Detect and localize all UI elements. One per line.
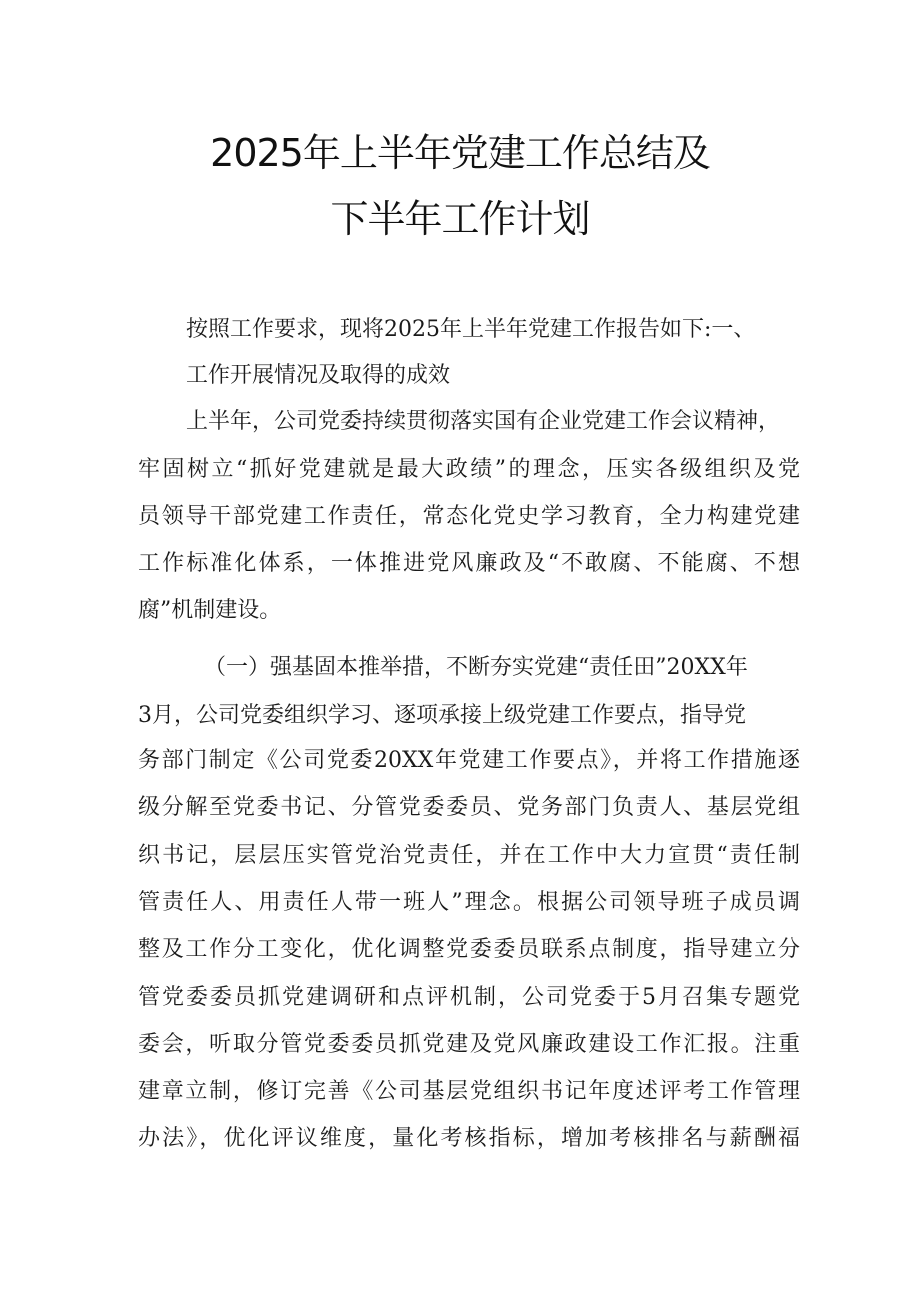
para2-line-3: 务部门制定《公司党委20XX年党建工作要点》，并将工作措施逐 xyxy=(138,748,800,773)
intro-line-1: 按照工作要求，现将2025年上半年党建工作报告如下:一、 xyxy=(186,317,756,342)
para1-line-3: 员领导干部党建工作责任，常态化党史学习教育，全力构建党建 xyxy=(138,504,800,529)
para2-line-4: 级分解至党委书记、分管党委委员、党务部门负责人、基层党组 xyxy=(138,795,800,820)
para2-line-1: （一）强基固本推举措，不断夯实党建“责任田”20XX年 xyxy=(204,655,748,680)
para1-line-4: 工作标准化体系，一体推进党风廉政及“不敢腐、不能腐、不想 xyxy=(138,551,800,576)
para1-line-2: 牢固树立“抓好党建就是最大政绩”的理念，压实各级组织及党 xyxy=(138,457,800,482)
para2-line-2: 3月，公司党委组织学习、逐项承接上级党建工作要点，指导党 xyxy=(138,703,746,728)
document-title-line-2: 下半年工作计划 xyxy=(330,197,590,241)
intro-line-2: 工作开展情况及取得的成效 xyxy=(186,363,451,388)
para2-line-5: 织书记，层层压实管党治党责任，并在工作中大力宣贯“责任制 xyxy=(138,843,800,868)
para2-line-11: 办法》，优化评议维度，量化考核指标，增加考核排名与薪酬福 xyxy=(138,1126,800,1151)
para1-line-5: 腐”机制建设。 xyxy=(138,598,282,623)
para2-line-9: 委会，听取分管党委委员抓党建及党风廉政建设工作汇报。注重 xyxy=(138,1032,800,1057)
para2-line-8: 管党委委员抓党建调研和点评机制，公司党委于5月召集专题党 xyxy=(138,985,800,1010)
para2-line-7: 整及工作分工变化，优化调整党委委员联系点制度，指导建立分 xyxy=(138,937,800,962)
document-title-line-1: 2025年上半年党建工作总结及 xyxy=(210,131,710,175)
para2-line-10: 建章立制，修订完善《公司基层党组织书记年度述评考工作管理 xyxy=(138,1079,800,1104)
para1-line-1: 上半年，公司党委持续贯彻落实国有企业党建工作会议精神， xyxy=(186,409,781,434)
para2-line-6: 管责任人、用责任人带一班人”理念。根据公司领导班子成员调 xyxy=(138,890,800,915)
